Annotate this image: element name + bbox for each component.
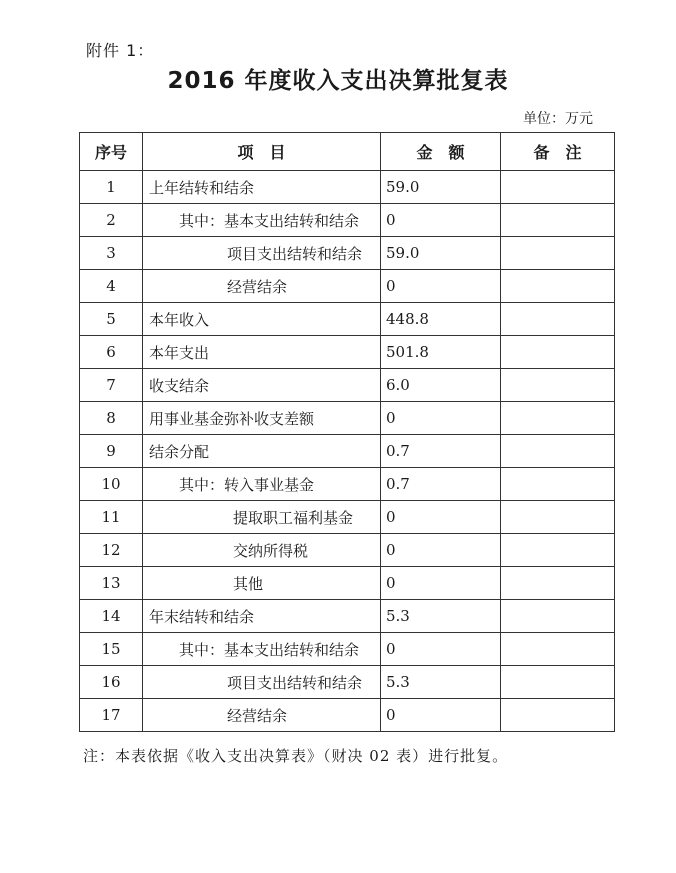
row-item: 经营结余 xyxy=(143,699,381,732)
table-row xyxy=(80,303,615,336)
row-note xyxy=(501,666,615,699)
table-row xyxy=(80,336,615,369)
row-amount: 6.0 xyxy=(381,369,501,402)
table-row xyxy=(80,567,615,600)
row-note xyxy=(501,237,615,270)
table-row xyxy=(80,204,615,237)
header-item: 项 目 xyxy=(143,133,381,171)
row-amount: 59.0 xyxy=(381,171,501,204)
unit-label: 单位：万元 xyxy=(523,111,593,127)
row-amount: 501.8 xyxy=(381,336,501,369)
table-row xyxy=(80,666,615,699)
row-note xyxy=(501,501,615,534)
footnote: 注：本表依据《收入支出决算表》（财决 02 表）进行批复。 xyxy=(83,747,509,765)
row-seq: 8 xyxy=(80,402,143,435)
row-seq: 4 xyxy=(80,270,143,303)
row-item: 本年支出 xyxy=(143,336,381,369)
row-item: 上年结转和结余 xyxy=(143,171,381,204)
table-row xyxy=(80,600,615,633)
row-amount: 0 xyxy=(381,204,501,237)
row-note xyxy=(501,303,615,336)
row-item: 其中：转入事业基金 xyxy=(143,468,381,501)
row-amount: 0 xyxy=(381,270,501,303)
row-item: 经营结余 xyxy=(143,270,381,303)
row-item: 年末结转和结余 xyxy=(143,600,381,633)
header-note: 备 注 xyxy=(501,133,615,171)
row-note xyxy=(501,567,615,600)
row-note xyxy=(501,270,615,303)
row-item: 本年收入 xyxy=(143,303,381,336)
row-amount: 0 xyxy=(381,567,501,600)
table-row xyxy=(80,699,615,732)
row-item: 其中：基本支出结转和结余 xyxy=(143,633,381,666)
row-seq: 7 xyxy=(80,369,143,402)
approval-table xyxy=(79,132,615,732)
row-item: 用事业基金弥补收支差额 xyxy=(143,402,381,435)
table-row xyxy=(80,402,615,435)
table-row xyxy=(80,369,615,402)
row-seq: 2 xyxy=(80,204,143,237)
table-row xyxy=(80,435,615,468)
row-amount: 0.7 xyxy=(381,435,501,468)
row-item: 其中：基本支出结转和结余 xyxy=(143,204,381,237)
row-item: 收支结余 xyxy=(143,369,381,402)
row-seq: 14 xyxy=(80,600,143,633)
row-seq: 17 xyxy=(80,699,143,732)
table-row xyxy=(80,171,615,204)
row-item: 结余分配 xyxy=(143,435,381,468)
row-note xyxy=(501,534,615,567)
row-seq: 12 xyxy=(80,534,143,567)
row-amount: 0 xyxy=(381,534,501,567)
row-note xyxy=(501,336,615,369)
row-note xyxy=(501,171,615,204)
row-amount: 0 xyxy=(381,699,501,732)
row-amount: 5.3 xyxy=(381,600,501,633)
table-header-row xyxy=(80,133,615,171)
row-amount: 5.3 xyxy=(381,666,501,699)
table-row xyxy=(80,237,615,270)
row-note xyxy=(501,204,615,237)
row-item: 项目支出结转和结余 xyxy=(143,666,381,699)
table-row xyxy=(80,468,615,501)
page-title: 2016 年度收入支出决算批复表 xyxy=(167,68,509,94)
attachment-label: 附件 1： xyxy=(86,41,155,60)
row-note xyxy=(501,369,615,402)
table-row xyxy=(80,270,615,303)
row-seq: 6 xyxy=(80,336,143,369)
row-note xyxy=(501,468,615,501)
row-note xyxy=(501,699,615,732)
table-row xyxy=(80,534,615,567)
row-amount: 448.8 xyxy=(381,303,501,336)
row-seq: 5 xyxy=(80,303,143,336)
header-amount: 金 额 xyxy=(381,133,501,171)
row-note xyxy=(501,633,615,666)
header-seq: 序号 xyxy=(80,133,143,171)
row-amount: 0.7 xyxy=(381,468,501,501)
row-seq: 1 xyxy=(80,171,143,204)
row-seq: 3 xyxy=(80,237,143,270)
row-amount: 0 xyxy=(381,402,501,435)
row-item: 其他 xyxy=(143,567,381,600)
row-item: 交纳所得税 xyxy=(143,534,381,567)
table-row xyxy=(80,501,615,534)
row-seq: 15 xyxy=(80,633,143,666)
row-note xyxy=(501,435,615,468)
row-seq: 10 xyxy=(80,468,143,501)
table-row xyxy=(80,633,615,666)
row-amount: 0 xyxy=(381,501,501,534)
row-seq: 16 xyxy=(80,666,143,699)
row-note xyxy=(501,600,615,633)
row-seq: 13 xyxy=(80,567,143,600)
row-note xyxy=(501,402,615,435)
row-item: 提取职工福利基金 xyxy=(143,501,381,534)
row-amount: 59.0 xyxy=(381,237,501,270)
row-amount: 0 xyxy=(381,633,501,666)
row-seq: 9 xyxy=(80,435,143,468)
row-seq: 11 xyxy=(80,501,143,534)
row-item: 项目支出结转和结余 xyxy=(143,237,381,270)
